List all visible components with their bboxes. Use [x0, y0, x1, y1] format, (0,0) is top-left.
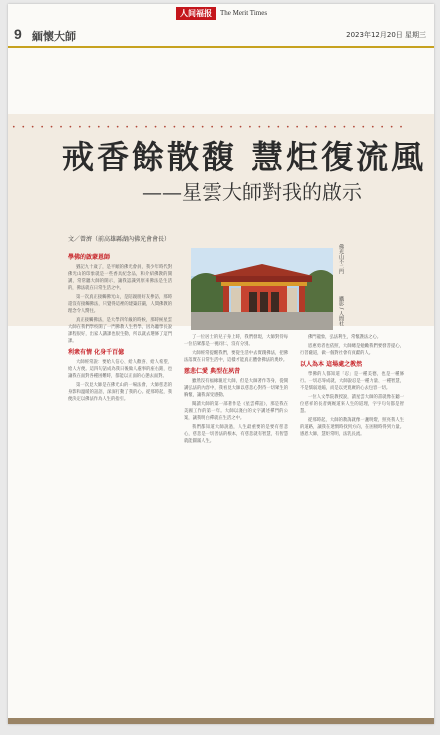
- paragraph: 一位人文學院教授說，讀星雲大師的書就像在聽一位慈祥的長者娓娓道來人生的道理，字字句句都是智慧。: [300, 395, 404, 414]
- subheading: 學佛的啟蒙恩師: [68, 254, 111, 261]
- page-footer-band: [8, 718, 434, 724]
- article-column-3: [300, 334, 404, 704]
- temple-gate-photo: [191, 248, 333, 330]
- paragraph: 第一次真正接觸佛光山，是陪親朋好友參訪，那時還沒有接觸佛法，只覺得這裡的建築莊嚴，人間佛教的理念令人嚮往。: [68, 295, 172, 314]
- paragraph: 從那時起，大師的教誨就像一盞明燈，照亮我人生的道路，讓我在迷惘時找到方向，在困頓時得到力量。感恩大師，慧炬常明，法乳長流。: [300, 418, 404, 437]
- subheading: 慈悲仁愛 典型在夙昔: [184, 368, 241, 375]
- photo-credit: 攝影 / 人間社: [338, 296, 344, 326]
- logo-english: The Merit Times: [220, 9, 268, 17]
- paragraph: 雖然沒有福緣親近大師，但是大師著作等身，從開講弘法的內容中，我看見大師以慈悲心對待一切眾生的胸懷，讓我深受感動。: [184, 379, 288, 398]
- decorative-dots: • • • • • • • • • • • • • • • • • • • • • • • • • • • • • • • • • • • • • • • • • •: [12, 124, 405, 131]
- issue-date: 2023年12月20日 星期三: [346, 31, 426, 39]
- masthead: [8, 4, 434, 22]
- article-column-2: [184, 334, 288, 704]
- article-column-1: [68, 250, 172, 700]
- paragraph: 我們都知道大師說過，人生最重要的是要有慈悲心，慈悲是一切善法的根本，有慈悲就有智慧，有智慧就能圓滿人生。: [184, 425, 288, 444]
- paragraph: 猶記九十歲了，是平順的佛光會員，我少年時代對佛光山的印象就是一些香具紀念品，和介紹佛教的開講，常常聽大師的開示，讓我認識到原來佛法是生活的，佛法就在日常生活之中。: [68, 265, 172, 291]
- byline: 文／曾濟（前高雄縣湖內佛光會會長）: [68, 236, 171, 243]
- photo-caption: 佛光山不二門: [338, 244, 344, 274]
- paragraph: 大師經常提醒我們，要從生活中去實踐佛法，把佛法落實在日常生活中，這樣才能真正體會佛法的奧妙。: [184, 351, 288, 363]
- newspaper-logo: [176, 6, 267, 20]
- page-number: 9: [14, 26, 22, 42]
- logo-chinese: 人间福报: [176, 7, 216, 20]
- newspaper-page: [8, 4, 434, 724]
- paragraph: 了一位居士的兒子身上時，我們發現，大師對待每一位信眾都是一視同仁，沒有分別。: [184, 335, 288, 347]
- section-title: 緬懷大師: [32, 30, 76, 43]
- subheading: 以人為本 這場處之教然: [300, 361, 363, 368]
- paragraph: 第一次見大師是在佛光山的一場法會，大師慈悲的身影和溫暖的話語，深深打動了我的心。從那時起，我便決定以佛法作為人生的指引。: [68, 383, 172, 402]
- headline-title: 戒香餘散馥 慧炬復流風: [62, 138, 427, 176]
- paragraph: 大師經常說：要給人信心、給人歡喜、給人希望、給人方便。這四句話成為我日後做人處事的座右銘，也讓我在面對各種困難時，都能以正面的心態去面對。: [68, 360, 172, 379]
- subheading: 利衆有情 化身千百億: [68, 349, 125, 356]
- paragraph: 學佛的人都知道「忍」是一種美德，也是一種修行。一切忍辱成就，大師說忍是一種力量、一種智慧，不是懦弱退縮，而是以更寬廣的心去包容一切。: [300, 372, 404, 391]
- paragraph: 真正接觸佛法，是大學四年級的時候，那時候星雲大師在我們學校開了一門佛教人生哲學，因為聽學長說課程很好，出家人講課也很生動，所以就去選修了這門課。: [68, 318, 172, 344]
- paragraph: 閱讀大師的第一部著作是《星雲禪話》，那是我在美國工作的第一年。大師以淺白的文字講述禪門的公案，讓我明白禪就在生活之中。: [184, 402, 288, 421]
- paragraph: 恩惠勇者也依照，大師總是勉勵我們要發菩提心，行菩薩道，做一個對社會有貢獻的人。: [300, 344, 404, 356]
- paragraph: 佛門龍象，弘法利生，常懷護法之心。: [308, 335, 382, 340]
- page-header: [8, 24, 434, 48]
- headline-subtitle: ——星雲大師對我的啟示: [142, 180, 362, 204]
